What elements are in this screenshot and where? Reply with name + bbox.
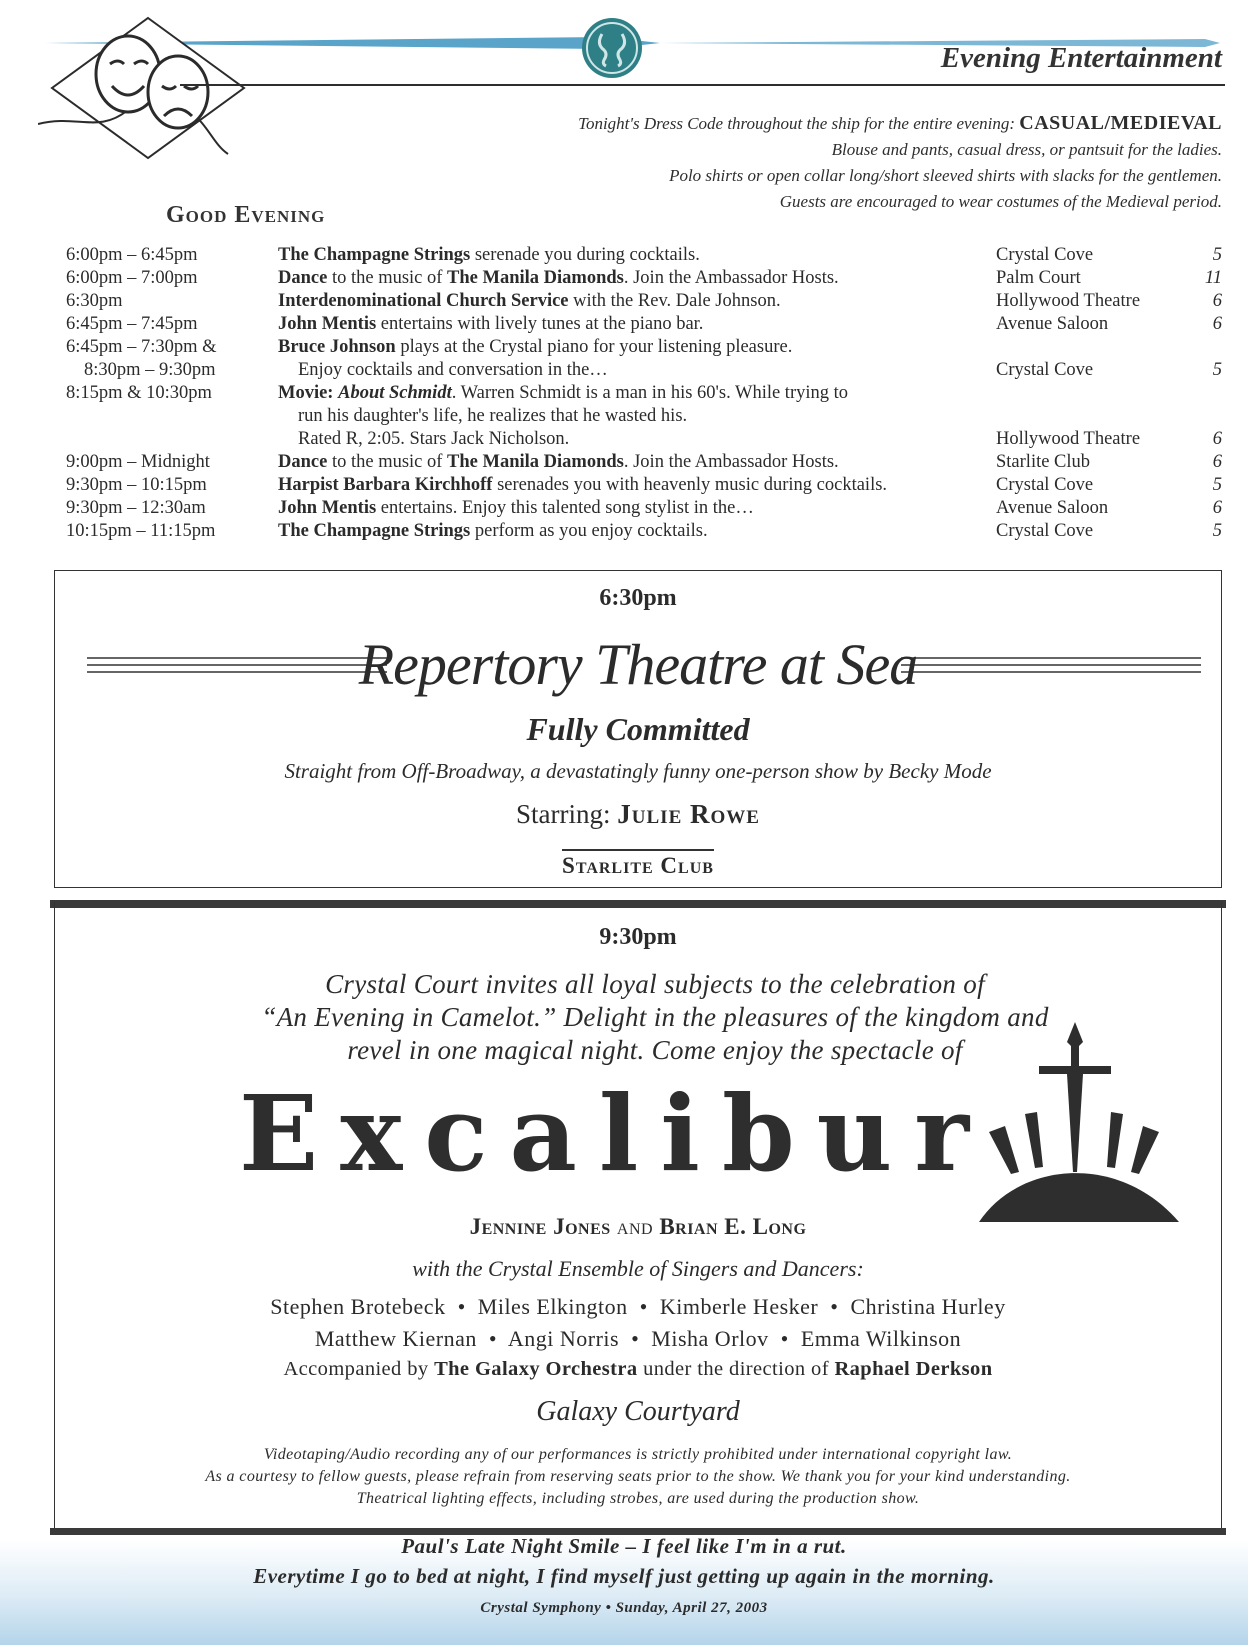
dress-code-line3: Polo shirts or open collar long/short sleeved shirts with slacks for the gentlemen. xyxy=(669,166,1222,185)
schedule-row: 6:00pm – 7:00pm Dance to the music of The Manila Diamonds. Join the Ambassador Hosts. Palm Court 11 xyxy=(66,268,1222,288)
excalibur-box xyxy=(54,902,1222,1534)
seahorse-emblem-icon xyxy=(580,16,644,80)
excalibur-title: Excalibur xyxy=(238,1072,992,1195)
good-evening-heading: Good Evening xyxy=(166,202,326,228)
schedule-row: 6:00pm – 6:45pm The Champagne Strings serenade you during cocktails. Crystal Cove 5 xyxy=(66,245,1222,265)
dress-code-line1: Tonight's Dress Code throughout the ship for the entire evening: CASUAL/MEDIEVAL xyxy=(578,112,1222,134)
dress-code-value: CASUAL/MEDIEVAL xyxy=(1019,112,1222,134)
dress-code xyxy=(578,110,1222,215)
dress-code-line2: Blouse and pants, casual dress, or pantsuit for the ladies. xyxy=(831,140,1222,159)
repertory-box xyxy=(54,570,1222,888)
repertory-venue: Starlite Club xyxy=(562,849,714,879)
recording-notice: Videotaping/Audio recording any of our performances is strictly prohibited under international copyright law. As a courtesy to fellow guests, please refrain from reserving seats prior to the show. We thank you for your kind understanding. Theatrical lighting effects, including strobes, are used during the production show. xyxy=(205,1446,1071,1507)
schedule-row: 9:30pm – 12:30am John Mentis entertains. Enjoy this talented song stylist in the… Avenue Saloon 6 xyxy=(66,498,1222,518)
schedule-row: 9:00pm – Midnight Dance to the music of The Manila Diamonds. Join the Ambassador Hosts. Starlite Club 6 xyxy=(66,452,1222,472)
section-title: Evening Entertainment xyxy=(940,42,1222,74)
accompaniment-line: Accompanied by The Galaxy Orchestra under the direction of Raphael Derkson xyxy=(283,1358,993,1380)
schedule-row: 10:15pm – 11:15pm The Champagne Strings perform as you enjoy cocktails. Crystal Cove 5 xyxy=(66,521,1222,541)
repertory-title: Repertory Theatre at Sea xyxy=(358,632,918,697)
excalibur-invitation: Crystal Court invites all loyal subjects to the celebration of “An Evening in Camelot.” Delight in the pleasures of the kingdom and revel in one magical night. Come enjoy the spectacle of xyxy=(261,969,1049,1065)
ship-date-footer: Crystal Symphony • Sunday, April 27, 2003 xyxy=(480,1600,768,1616)
ensemble-names-1: Stephen Brotebeck • Miles Elkington • Kimberle Hesker • Christina Hurley xyxy=(270,1294,1006,1319)
show-title: Fully Committed xyxy=(526,711,750,747)
show-description: Straight from Off-Broadway, a devastatingly funny one-person show by Becky Mode xyxy=(284,759,992,783)
header-underline xyxy=(180,84,1225,86)
schedule-row: 6:45pm – 7:45pm John Mentis entertains with lively tunes at the piano bar. Avenue Saloon 6 xyxy=(66,314,1222,334)
lead-performers: Jennine Jones and Brian E. Long xyxy=(469,1214,807,1239)
late-night-smile-line1: Paul's Late Night Smile – I feel like I'm in a rut. xyxy=(401,1534,847,1558)
schedule-row: 6:45pm – 7:30pm & 8:30pm – 9:30pm Bruce Johnson plays at the Crystal piano for your listening pleasure. Enjoy cocktails and conversation in the… Crystal Cove 5 xyxy=(66,337,1222,380)
schedule-row: 6:30pm Interdenominational Church Service with the Rev. Dale Johnson. Hollywood Theatre 6 xyxy=(66,291,1222,311)
repertory-time: 6:30pm xyxy=(599,585,677,611)
star-name: Julie Rowe xyxy=(617,799,760,829)
theatre-masks-icon xyxy=(38,14,258,164)
excalibur-venue: Galaxy Courtyard xyxy=(536,1396,740,1427)
sword-in-stone-icon xyxy=(959,1022,1199,1232)
schedule xyxy=(66,244,1222,543)
schedule-row: 8:15pm & 10:30pm Movie: About Schmidt. Warren Schmidt is a man in his 60's. While trying to run his daughter's life, he realizes that he wasted his. Rated R, 2:05. Stars Jack Nicholson. Hollywood Theatre 6 xyxy=(66,383,1222,449)
schedule-row: 9:30pm – 10:15pm Harpist Barbara Kirchhoff serenades you with heavenly music during cocktails. Crystal Cove 5 xyxy=(66,475,1222,495)
excalibur-time: 9:30pm xyxy=(599,924,677,950)
starring-line: Starring: Julie Rowe xyxy=(516,799,760,829)
late-night-smile-line2: Everytime I go to bed at night, I find myself just getting up again in the morning. xyxy=(253,1564,995,1588)
ensemble-names-2: Matthew Kiernan • Angi Norris • Misha Orlov • Emma Wilkinson xyxy=(314,1326,962,1351)
dress-code-line4: Guests are encouraged to wear costumes of the Medieval period. xyxy=(779,192,1222,211)
ensemble-line: with the Crystal Ensemble of Singers and Dancers: xyxy=(412,1256,864,1281)
